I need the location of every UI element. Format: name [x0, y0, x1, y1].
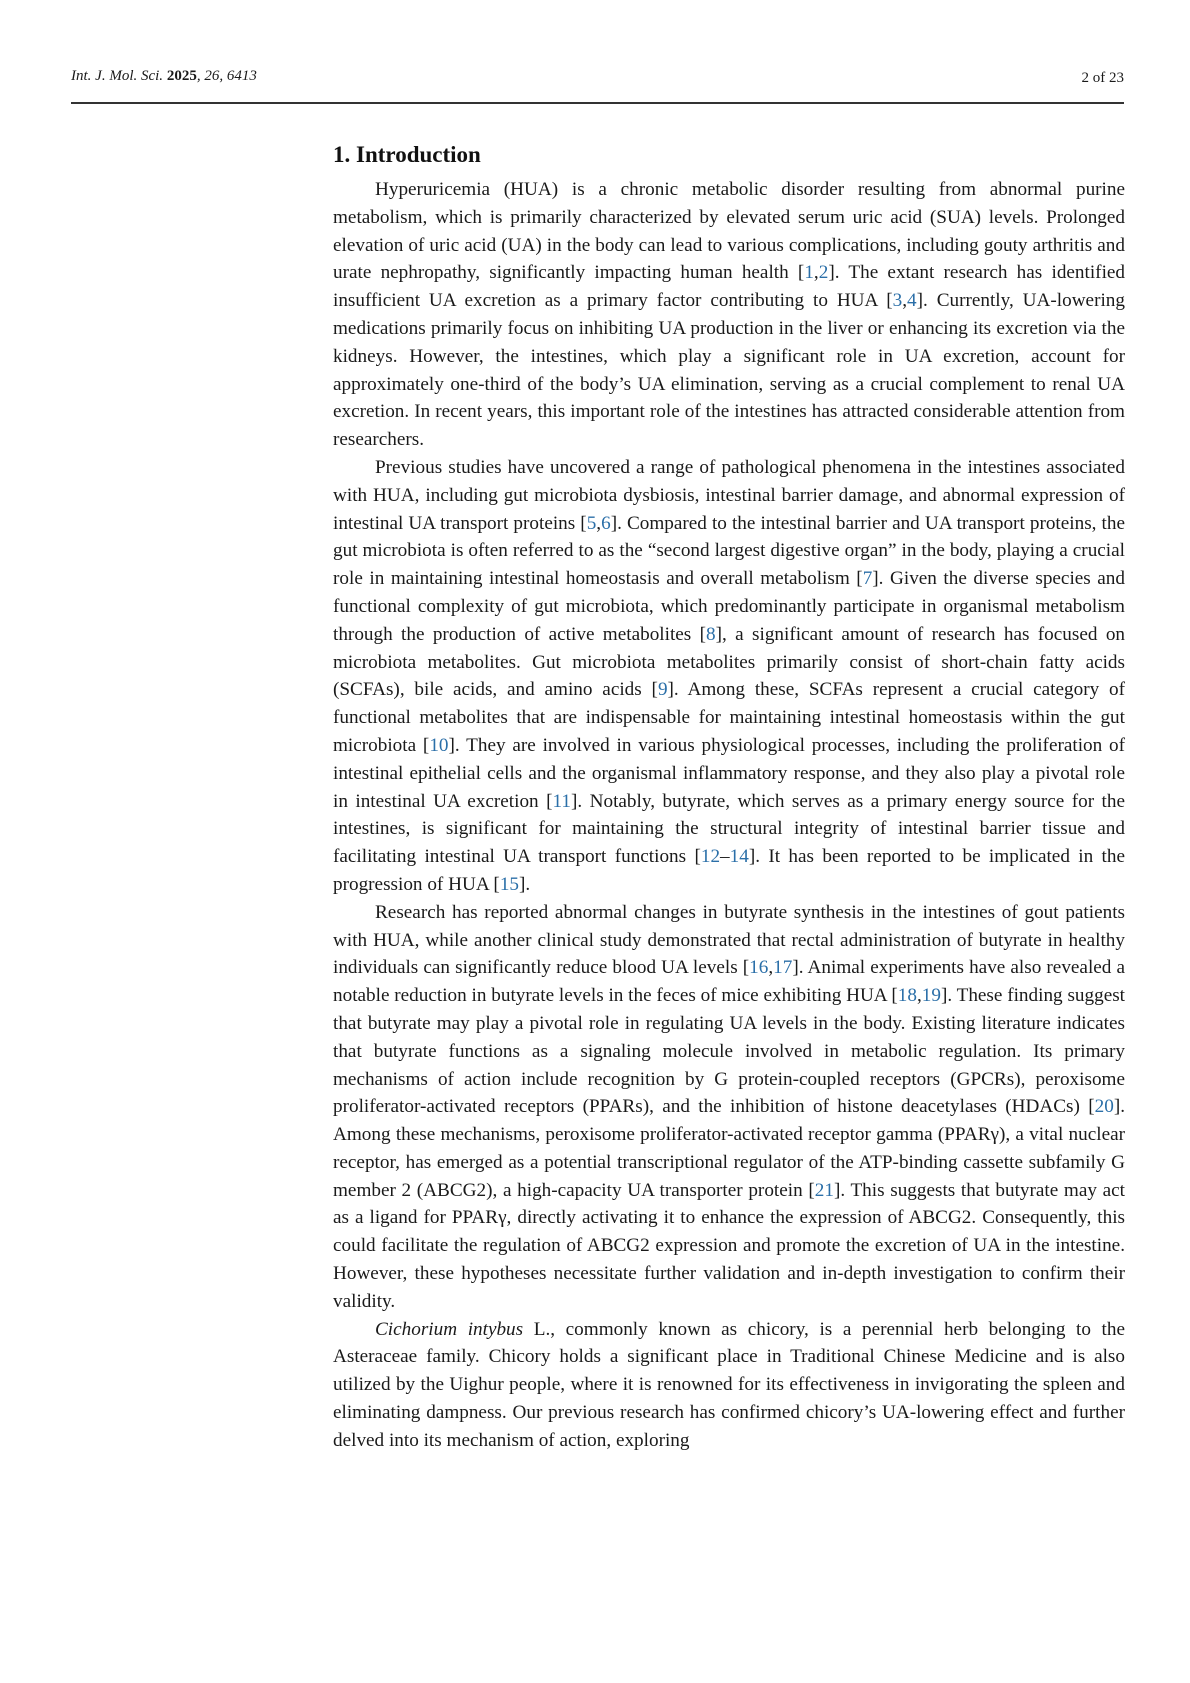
citation-link[interactable]: 8 [706, 623, 716, 645]
citation-link[interactable]: 2 [818, 262, 829, 284]
citation-link[interactable]: 17 [773, 957, 793, 979]
body-text: L., commonly known as chicory, is a perennial herb belonging to the Asteraceae family. Chicory holds a significant place in Traditional Chinese Medicine and is also utilized by the Uighur people, where it is renowned for its effectiveness in invigorating the spleen and eliminating dampness. Our previous research has confirmed chicory’s UA-lowering effect and further delved into its mechanism of action, exploring [333, 1318, 1125, 1451]
citation-link[interactable]: 9 [657, 679, 668, 701]
journal-citation [71, 68, 257, 85]
body-text: , [902, 290, 908, 312]
body-text: , [916, 985, 922, 1007]
header-rule [71, 102, 1124, 104]
main-content [333, 140, 1125, 1455]
citation-link[interactable]: 4 [907, 290, 917, 312]
citation-link[interactable]: 5 [586, 512, 597, 534]
citation-link[interactable]: 18 [897, 985, 917, 1007]
running-head [71, 68, 1124, 90]
paragraph [333, 176, 1125, 454]
citation-link[interactable]: 21 [814, 1179, 834, 1201]
citation-link[interactable]: 15 [499, 873, 519, 895]
citation-link[interactable]: 12 [700, 846, 721, 868]
citation-link[interactable]: 14 [729, 846, 749, 868]
body-text: ]. These finding suggest that butyrate may play a pivotal role in regulating UA levels in the body. Existing literature indicates that butyrate functions as a signaling molecule involved in metabolic regulation. Its primary mechanisms of action include recognition by G protein-coupled receptors (GPCRs), peroxisome proliferator-activated receptors (PPARs), and the inhibition of histone deacetylases (HDACs) [ [333, 985, 1126, 1118]
body-text: Previous studies have uncovered a range of pathological phenomena in the intestines associated with HUA, including gut microbiota dysbiosis, intestinal barrier damage, and abnormal expression of intestinal UA transport proteins [ [333, 456, 1125, 534]
body-text: ]. Notably, butyrate, which serves as a primary energy source for the intestines, is significant for maintaining the structural integrity of intestinal barrier tissue and facilitating intestinal UA transport functions [ [333, 790, 1125, 868]
citation-link[interactable]: 19 [921, 985, 941, 1007]
body-text: ]. [519, 873, 531, 895]
body-text: Hyperuricemia (HUA) is a chronic metabolic disorder resulting from abnormal purine metabolism, which is primarily characterized by elevated serum uric acid (SUA) levels. Prolonged elevation of uric acid (UA) in the body can lead to various complications, including gouty arthritis and urate nephropathy, significantly impacting human health [ [333, 179, 1125, 284]
journal-name: Int. J. Mol. Sci. [71, 68, 164, 84]
publication-year: 2025 [166, 68, 197, 84]
body-text: ]. Currently, UA-lowering medications primarily focus on inhibiting UA production in the liver or enhancing its excretion via the kidneys. However, the intestines, which play a significant role in UA excretion, account for approximately one-third of the body’s UA elimination, serving as a crucial complement to renal UA excretion. In recent years, this important role of the intestines has attracted considerable attention from researchers. [333, 290, 1125, 451]
body-text: ]. Compared to the intestinal barrier and UA transport proteins, the gut microbiota is often referred to as the “second largest digestive organ” in the body, playing a crucial role in maintaining intestinal homeostasis and overall metabolism [ [333, 512, 1125, 590]
italic-text: Cichorium intybus [375, 1318, 524, 1340]
section-body [333, 176, 1125, 1455]
body-text: , [813, 262, 819, 284]
body-text: ], a significant amount of research has focused on microbiota metabolites. Gut microbiota metabolites primarily consist of short-chain fatty acids (SCFAs), bile acids, and amino acids [ [333, 623, 1126, 701]
citation-link[interactable]: 11 [552, 790, 571, 812]
citation-link[interactable]: 7 [862, 568, 873, 590]
body-text: ]. Among these mechanisms, peroxisome proliferator-activated receptor gamma (PPARγ), a vital nuclear receptor, has emerged as a potential transcriptional regulator of the ATP-binding cassette subfamily G member 2 (ABCG2), a high-capacity UA transporter protein [ [333, 1096, 1125, 1201]
body-text: ]. This suggests that butyrate may act as a ligand for PPARγ, directly activating it to enhance the expression of ABCG2. Consequently, this could facilitate the regulation of ABCG2 expression and promote the excretion of UA in the intestine. However, these hypotheses necessitate further validation and in-depth investigation to confirm their validity. [333, 1179, 1125, 1312]
citation-link[interactable]: 10 [429, 734, 449, 756]
volume-issue: , 26, 6413 [196, 68, 257, 84]
body-text: ]. They are involved in various physiological processes, including the proliferation of intestinal epithelial cells and the organismal inflammatory response, and they also play a pivotal role in intestinal UA excretion [ [333, 734, 1125, 812]
body-text: , [596, 512, 602, 534]
body-text: Research has reported abnormal changes in butyrate synthesis in the intestines of gout patients with HUA, while another clinical study demonstrated that rectal administration of butyrate in healthy individuals can significantly reduce blood UA levels [ [333, 901, 1125, 979]
body-text: – [720, 846, 730, 868]
body-text: ]. Animal experiments have also revealed a notable reduction in butyrate levels in the feces of mice exhibiting HUA [ [333, 957, 1125, 1007]
body-text: ]. The extant research has identified insufficient UA excretion as a primary factor contributing to HUA [ [333, 262, 1126, 312]
citation-link[interactable]: 6 [601, 512, 611, 534]
citation-link[interactable]: 3 [892, 290, 903, 312]
section-heading: 1. Introduction [333, 142, 481, 167]
body-text: ]. Among these, SCFAs represent a crucial category of functional metabolites that are indispensable for maintaining intestinal homeostasis within the gut microbiota [ [333, 679, 1125, 756]
citation-link[interactable]: 1 [804, 262, 814, 284]
body-text: ]. It has been reported to be implicated in the progression of HUA [ [333, 846, 1125, 895]
page-number: 2 of 23 [1081, 70, 1124, 86]
paragraph [333, 1316, 1125, 1455]
citation-link[interactable]: 20 [1094, 1096, 1114, 1118]
body-text: , [768, 957, 774, 979]
citation-link[interactable]: 16 [749, 957, 769, 979]
body-text: ]. Given the diverse species and functional complexity of gut microbiota, which predominantly participate in organismal metabolism through the production of active metabolites [ [333, 568, 1125, 645]
paragraph [333, 899, 1125, 1316]
paragraph [333, 454, 1125, 899]
